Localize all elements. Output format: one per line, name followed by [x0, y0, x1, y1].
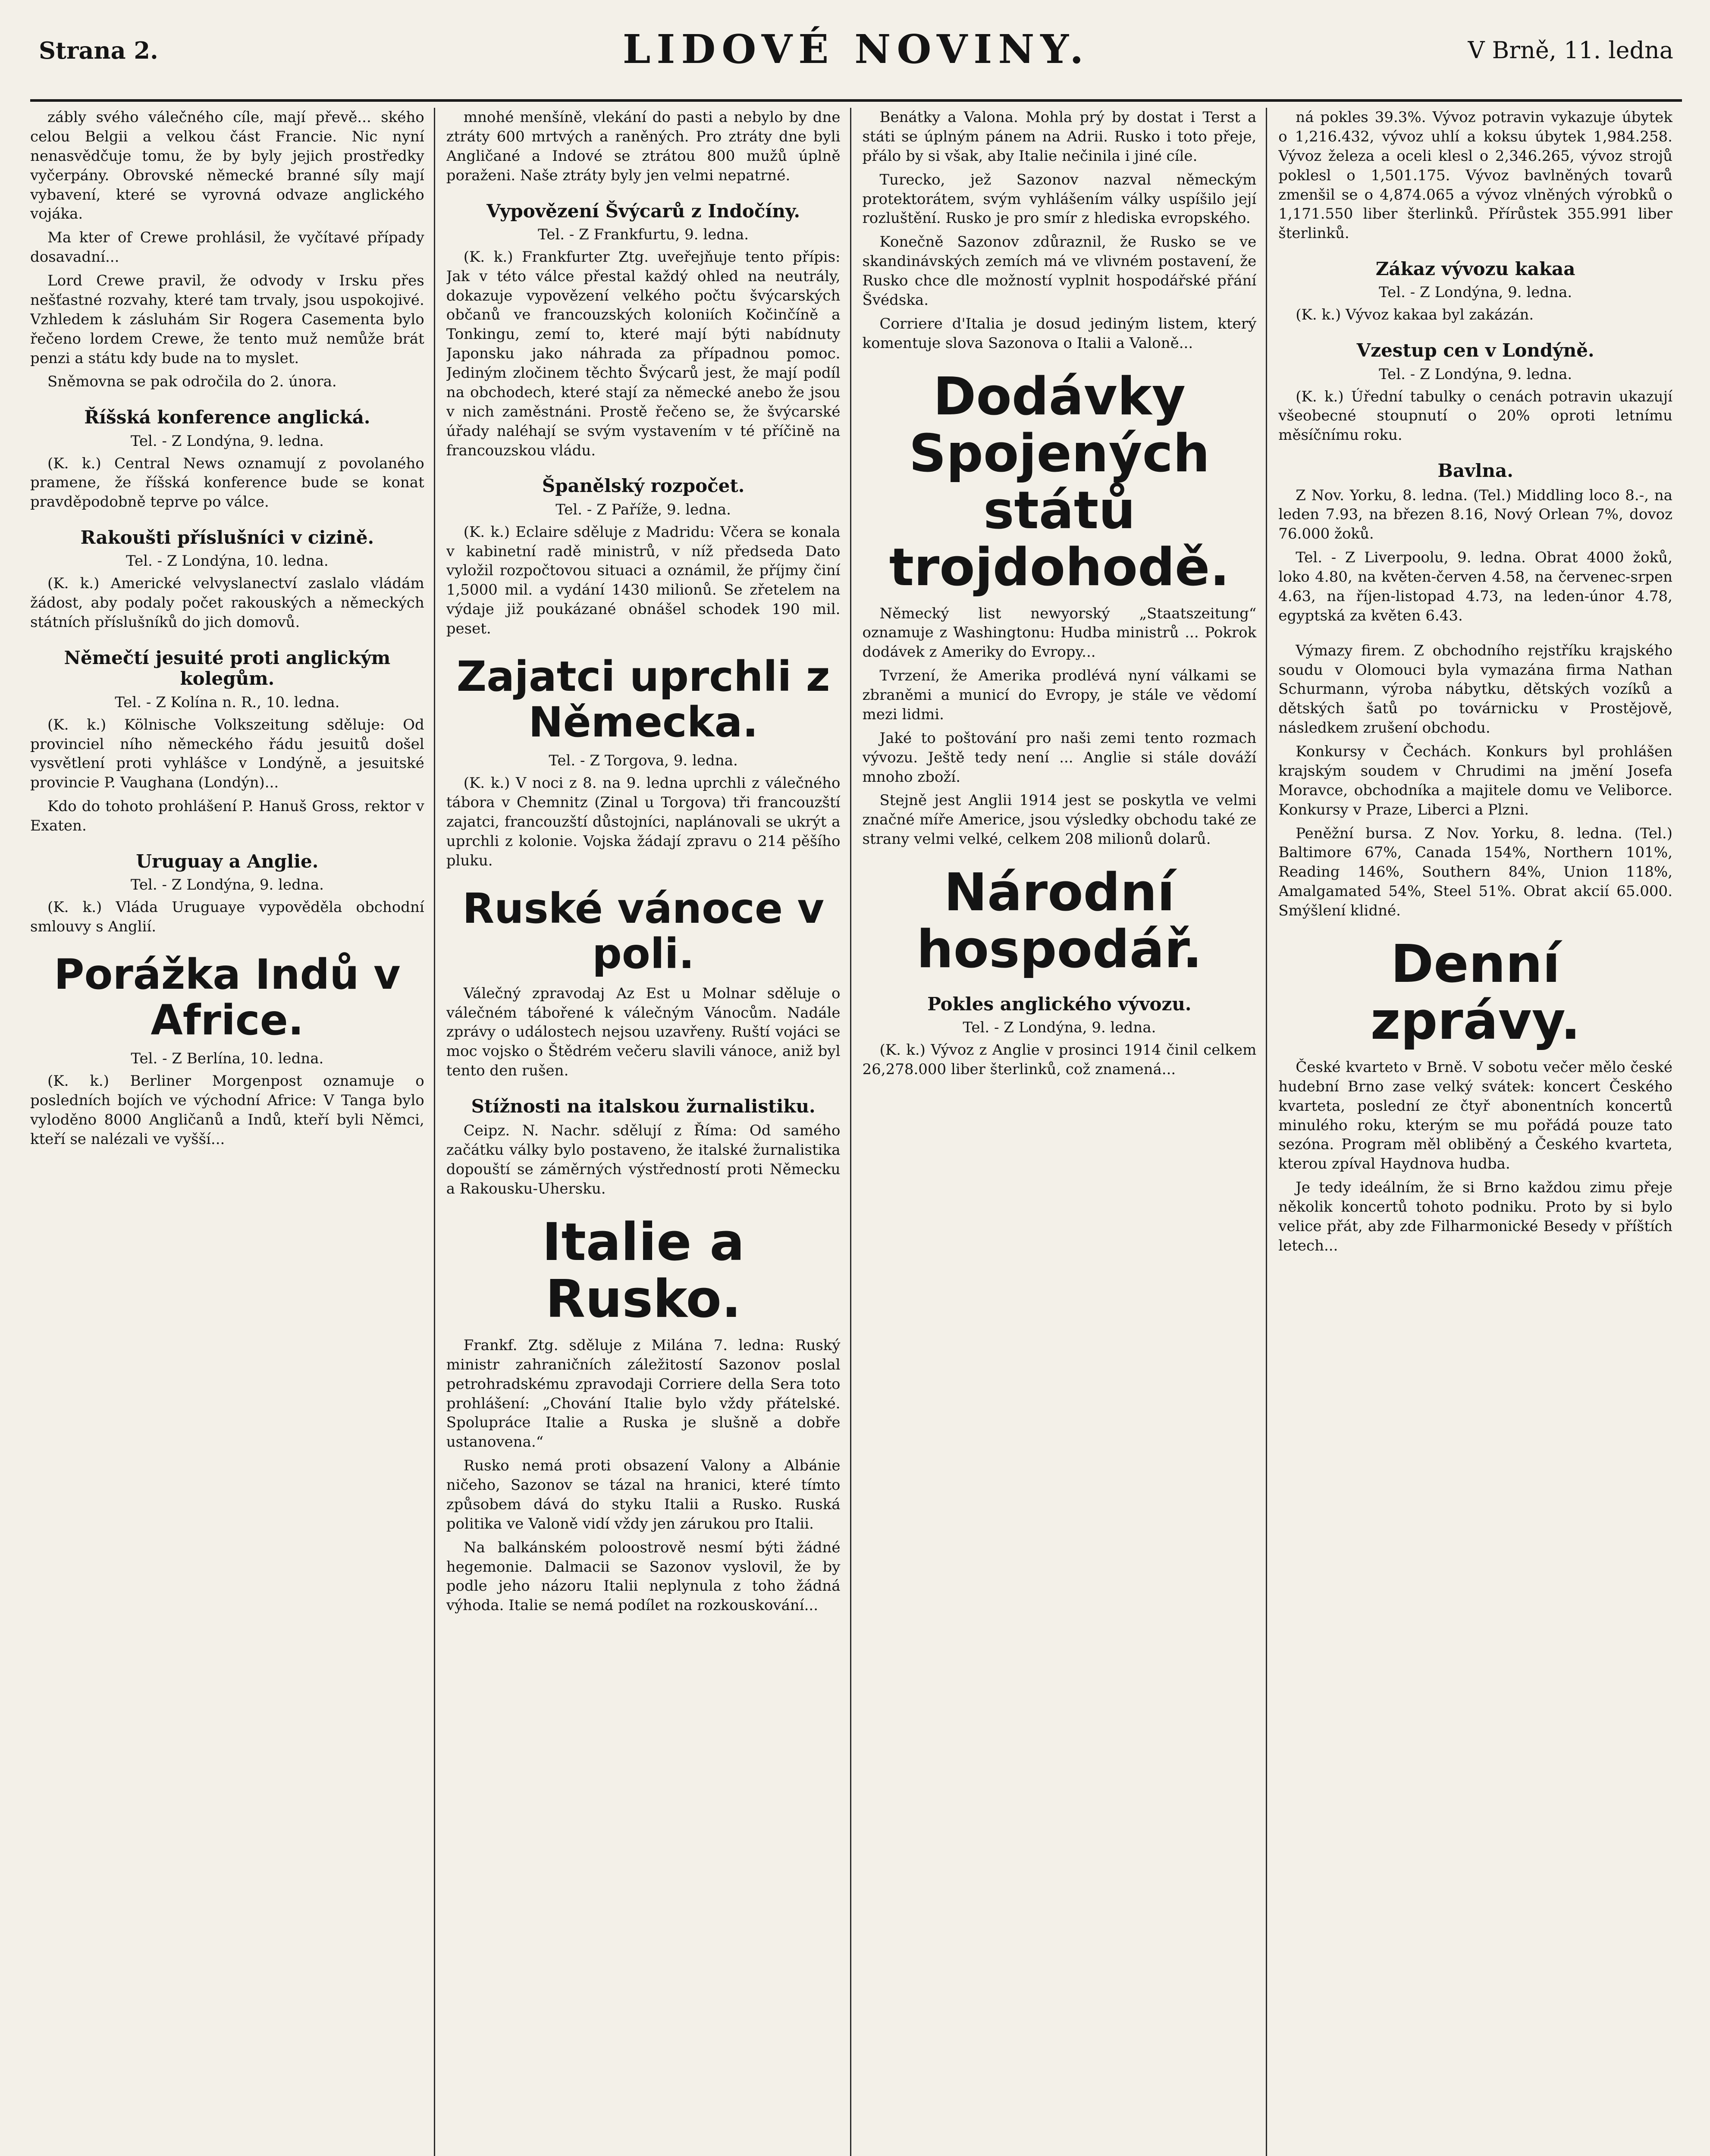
article-paragraph: (K. k.) Vývoz kakaa byl zakázán.	[1296, 306, 1534, 324]
article-dateline: Tel. - Z Frankfurtu, 9. ledna.	[538, 226, 749, 243]
article-paragraph: Frankf. Ztg. sděluje z Milána 7. ledna: Ruský ministr zahraničních záležitostí Sazonov poslal petrohradskému zpravodaji Corriere della Sera toto prohlášení: „Chování Italie bylo vždy přátelské. Spolupráce Italie a Ruska je slušně a dobře ustanovena.“	[446, 1336, 841, 1451]
article	[1278, 108, 1672, 243]
article-paragraph: Ma kter of Crewe prohlásil, že vyčítavé případy dosavadní...	[30, 229, 424, 266]
article-heading: Uruguay a Anglie.	[136, 850, 319, 872]
article-paragraph: Benátky a Valona. Mohla prý by dostat i Terst a státi se úplným pánem na Adrii. Rusko i toto přeje, přálo by si však, aby Italie nečinila i jiné cíle.	[862, 109, 1257, 165]
issue-date: V Brně, 11. ledna	[1468, 37, 1673, 64]
article	[1278, 259, 1672, 325]
article	[30, 952, 424, 1149]
article-heading: Španělský rozpočet.	[542, 475, 745, 497]
column-1	[30, 108, 435, 2156]
article-paragraph: Výmazy firem. Z obchodního rejstříku krajského soudu v Olomouci byla vymazána firma Nathan Schurmann, výroba nábytku, dětských vozíků a dětských šatů po továrnicku v Prostějově, následkem zrušení obchodu.	[1278, 642, 1672, 737]
article	[1278, 641, 1672, 921]
page-columns	[30, 108, 1682, 2156]
article-heading: Pokles anglického vývozu.	[927, 993, 1192, 1015]
article	[30, 648, 424, 836]
article-heading: Dodávky Spojených států trojdohodě.	[889, 367, 1230, 598]
article-dateline: Tel. - Z Kolína n. R., 10. ledna.	[115, 693, 340, 711]
article-heading: Porážka Indů v Africe.	[54, 950, 401, 1044]
article-paragraph: Stejně jest Anglii 1914 jest se poskytla ve velmi značné míře Americe, jsou výsledky obchodu také ze strany velmi velké, celkem 208 milionů dolarů.	[862, 792, 1257, 848]
article-heading: Stížnosti na italskou žurnalistiku.	[471, 1096, 816, 1117]
article-paragraph: Rusko nemá proti obsazení Valony a Albánie ničeho, Sazonov se tázal na hranici, které tímto způsobem dává do styku Italii a Rusko. Ruská politika ve Valoně vidí vždy jen zárukou pro Italii.	[446, 1457, 841, 1532]
article-paragraph: zábly svého válečného cíle, mají převě... ského celou Belgii a velkou část Francie. Nic nyní nenasvědčuje tomu, že by byly jejich prostředky vyčerpány. Obrovské německé branné síly mají vybavení, které se vyrovná odvaze anglického vojáka.	[30, 109, 424, 223]
article-paragraph: Kdo do tohoto prohlášení P. Hanuš Gross, rektor v Exaten.	[30, 798, 424, 835]
column-2	[446, 108, 851, 2156]
article-dateline: Tel. - Z Torgova, 9. ledna.	[549, 752, 738, 770]
article-paragraph: (K. k.) Kölnische Volkszeitung sděluje: Od provinciel ního německého řádu jesuitů došel vysvětlení proti vyhlášce v Londýně, a jesuitské provincie P. Vaughana (Londýn)...	[30, 716, 424, 792]
article-paragraph: (K. k.) Vývoz z Anglie v prosinci 1914 činil celkem 26,278.000 liber šterlinků, což znamená...	[862, 1041, 1257, 1078]
article-paragraph: (K. k.) Berliner Morgenpost oznamuje o posledních bojích ve východní Africe: V Tanga bylo vyloděno 8000 Angličanů a Indů, kteří byli Němci, kteří se nalézali ve vyšší...	[30, 1072, 424, 1148]
article-paragraph: Lord Crewe pravil, že odvody v Irsku přes nešťastné rozvahy, které tam trvaly, jsou uspokojivé. Vzhledem k zásluhám Sir Rogera Casementa bylo řečeno lordem Crewe, že tento muž nemůže brát penzi a státu kdy bude na to myslet.	[30, 272, 424, 367]
article-heading: Vzestup cen v Londýně.	[1356, 340, 1594, 361]
page-number: Strana 2.	[39, 37, 158, 64]
article-paragraph: České kvarteto v Brně. V sobotu večer mělo české hudební Brno zase velký svátek: koncert Českého kvarteta, poslední ze čtyř abonentních koncertů minulého roku, kterým se mu pořádá pouze tato sezóna. Program měl obliběný a Českého kvarteta, kterou zpíval Haydnova hudba.	[1278, 1058, 1672, 1173]
article-heading: Denní zprávy.	[1370, 934, 1581, 1051]
article-paragraph: (K. k.) Eclaire sděluje z Madridu: Včera se konala v kabinetní radě ministrů, v níž předseda Dato vyložil rozpočtovou situaci a oznámil, že příjmy činí 1,5000 mil. a vydání 1430 milionů. Se zřetelem na výdaje již poukázané obnášel schodek 190 mil. peset.	[446, 523, 841, 638]
article-paragraph: (K. k.) Central News oznamují z povolaného pramene, že říšská konference bude se konat pravděpodobně teprve po válce.	[30, 454, 424, 511]
article-dateline: Tel. - Z Londýna, 10. ledna.	[126, 552, 329, 570]
article-heading: Rakoušti příslušníci v cizině.	[80, 527, 374, 548]
article-paragraph: ná pokles 39.3%. Vývoz potravin vykazuje úbytek o 1,216.432, vývoz uhlí a koksu úbytek 1,984.258. Vývoz železa a oceli klesl o 2,346.265, vývoz strojů poklesl o 1,501.175. Vývoz bavlněných tovarů zmenšil se o 4,874.065 a vývoz vlněných výrobků o 1,171.550 liber šterlinků. Přírůstek 355.991 liber šterlinků.	[1278, 109, 1672, 242]
article-paragraph: Z Nov. Yorku, 8. ledna. (Tel.) Middling loco 8.-, na leden 7.93, na březen 8.16, Nový Orlean 7%, dovoz 76.000 žoků.	[1278, 486, 1672, 543]
article-paragraph: Sněmovna se pak odročila do 2. února.	[47, 373, 337, 391]
article-paragraph: Německý list newyorský „Staatszeitung“ oznamuje z Washingtonu: Hudba ministrů ... Pokrok dodávek z Ameriky do Evropy...	[862, 605, 1257, 661]
article	[30, 407, 424, 512]
article-paragraph: (K. k.) V noci z 8. na 9. ledna uprchli z válečného tábora v Chemnitz (Zinal u Torgova) tři francouzští zajatci, francouzští důstojníci, naplánovali se ukrýt a uprchli z kolonie. Vojska žádají zpravu o 214 pěšího pluku.	[446, 774, 841, 869]
article	[446, 108, 841, 185]
article-paragraph: Tel. - Z Liverpoolu, 9. ledna. Obrat 4000 žoků, loko 4.80, na květen-červen 4.58, na červenec-srpen 4.63, na říjen-listopad 4.73, na leden-únor 4.78, egyptská za květen 6.43.	[1278, 549, 1672, 624]
article	[1278, 340, 1672, 445]
article-dateline: Tel. - Z Londýna, 9. ledna.	[130, 876, 324, 894]
article	[30, 527, 424, 632]
article-paragraph: Je tedy ideálním, že si Brno každou zimu přeje několik koncertů tohoto podniku. Proto by si bylo velice přát, aby zde Filharmonické Besedy v příštích letech...	[1278, 1179, 1672, 1254]
article-dateline: Tel. - Z Londýna, 9. ledna.	[1379, 365, 1572, 383]
column-3	[863, 108, 1268, 2156]
article	[446, 654, 841, 871]
article	[446, 886, 841, 1081]
article-dateline: Tel. - Z Berlína, 10. ledna.	[131, 1050, 324, 1068]
article-paragraph: Corriere d'Italia je dosud jediným listem, který komentuje slova Sazonova o Italii a Valoně...	[862, 315, 1257, 352]
article-paragraph: (K. k.) Úřední tabulky o cenách potravin ukazují všeobecné stoupnutí o 20% oproti letnímu měsíčnímu roku.	[1278, 388, 1672, 444]
article-dateline: Tel. - Z Londýna, 9. ledna.	[1379, 284, 1572, 301]
article	[1278, 461, 1672, 625]
article-dateline: Tel. - Z Londýna, 9. ledna.	[130, 432, 324, 450]
masthead	[30, 13, 1682, 102]
article-heading: Národní hospodář.	[916, 863, 1202, 980]
article-paragraph: Ceipz. N. Nachr. sdělují z Říma: Od samého začátku války bylo postaveno, že italské žurnalistika dopouští se záměrných výstředností proti Německu a Rakousku-Uhersku.	[446, 1122, 841, 1198]
article-heading: Zajatci uprchli z Německa.	[456, 652, 830, 746]
article	[446, 201, 841, 461]
article-paragraph: Konkursy v Čechách. Konkurs byl prohlášen krajským soudem v Chrudimi na jmění Josefa Moravce, obchodníka a majitele domu ve Veliborce. Konkursy v Praze, Liberci a Plzni.	[1278, 743, 1672, 818]
article	[863, 108, 1257, 353]
newspaper-title: LIDOVÉ NOVINY.	[622, 26, 1090, 72]
article-dateline: Tel. - Z Londýna, 9. ledna.	[963, 1019, 1156, 1037]
article	[863, 994, 1257, 1079]
article-paragraph: Jaké to poštování pro naši zemi tento rozmach vývozu. Ještě tedy není ... Anglie si stále dováží mnoho zboží.	[862, 729, 1257, 786]
article	[446, 1096, 841, 1199]
article	[30, 108, 424, 392]
article-heading: Bavlna.	[1437, 460, 1513, 482]
article-heading: Říšská konference anglická.	[84, 407, 370, 428]
column-4	[1278, 108, 1682, 2156]
article-paragraph: Tvrzení, že Amerika prodlévá nyní válkami se zbraněmi a municí do Evropy, je stále ve vědomí mezi lidmi.	[862, 667, 1257, 723]
article-heading: Němečtí jesuité proti anglickým kolegům.	[64, 647, 391, 689]
article-paragraph: Na balkánském poloostrově nesmí býti žádné hegemonie. Dalmacii se Sazonov vyslovil, že by podle jeho názoru Italii neplynula z toho žádná výhoda. Italie se nemá podílet na rozkouskování...	[446, 1539, 841, 1614]
article	[1278, 936, 1672, 1256]
article-paragraph: mnohé menšíně, vlekání do pasti a nebylo by dne ztráty 600 mrtvých a raněných. Pro ztráty dne byli Angličané a Indové se ztrátou 800 mužů úplně poraženi. Naše ztráty byly jen velmi nepatrné.	[446, 109, 841, 184]
article-paragraph: (K. k.) Vláda Uruguaye vypověděla obchodní smlouvy s Anglií.	[30, 899, 424, 936]
article-paragraph: Konečně Sazonov zdůraznil, že Rusko se ve skandinávských zemích má ve vlivném postavení, že Rusko chce dle možností vyplnit hospodářské přání Švédska.	[862, 233, 1257, 309]
article	[446, 1214, 841, 1615]
article-paragraph: Válečný zpravodaj Az Est u Molnar sděluje o válečném tábořené k válečným Vánocům. Nadále zprávy o událostech nejsou uzavřeny. Ruští vojáci se moc vojsko o Štědrém večeru slavili vánoce, aniž byl tento den rušen.	[446, 984, 841, 1080]
article-paragraph: Turecko, jež Sazonov nazval německým protektorátem, svým vyhlášením války uspíšilo její rozluštění. Rusko je pro smír z hlediska evropského.	[862, 171, 1257, 227]
article-heading: Ruské vánoce v poli.	[462, 884, 825, 978]
article-heading: Vypovězení Švýcarů z Indočíny.	[486, 200, 800, 222]
article	[446, 476, 841, 639]
article-heading: Italie a Rusko.	[542, 1212, 745, 1329]
article-paragraph: (K. k.) Frankfurter Ztg. uveřejňuje tento přípis: Jak v této válce přestal každý ohled na neutrály, dokazuje vypovězení velkého počtu švýcarských občanů ve francouzských koloniích Kočinčíně a Tonkingu, zemí to, které mají býti nabídnuty Japonsku jako náhrada za případnou pomoc. Jediným zločinem těchto Švýcarů jest, že mají podíl na obchodech, které stají za německé anebo že jsou v nich zaměstnáni. Prostě řečeno se, že švýcarské úřady naléhají se svým vystavením v té příčině na francouzskou vládu.	[446, 248, 841, 459]
article-heading: Zákaz vývozu kakaa	[1375, 258, 1575, 280]
article	[863, 865, 1257, 978]
article	[30, 851, 424, 937]
article-dateline: Tel. - Z Paříže, 9. ledna.	[555, 501, 731, 518]
article-paragraph: Peněžní bursa. Z Nov. Yorku, 8. ledna. (Tel.) Baltimore 67%, Canada 154%, Northern 101%, Reading 146%, Southern 84%, Union 118%, Amalgamated 54%, Steel 51%. Obrat akcií 65.000. Smýšlení klidné.	[1278, 824, 1672, 920]
article	[863, 369, 1257, 849]
article-paragraph: (K. k.) Americké velvyslanectví zaslalo vládám žádost, aby podaly počet rakouských a německých státních příslušníků do jich domovů.	[30, 575, 424, 631]
